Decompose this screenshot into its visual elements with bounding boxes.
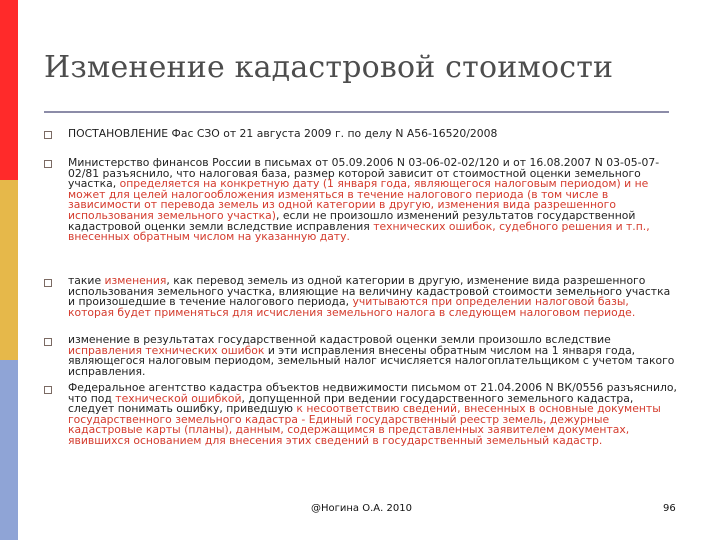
page-number: 96: [663, 503, 676, 514]
item-text: Министерство финансов России в письмах от 05.09.2006 N 03-06-02-02/120 и от 16.08.2007 N 03-05-07-02/81 разъяснило, что налоговая база, размер которой зависит от стоимостной оценки земельного участка,: [68, 156, 660, 191]
item-text-highlight: исправления технических ошибок: [68, 343, 265, 357]
list-item: [68, 383, 678, 447]
item-text: ПОСТАНОВЛЕНИЕ Фас СЗО от 21 августа 2009 г. по делу N А56-16520/2008: [68, 127, 498, 140]
item-text: , как перевод земель из одной категории в другую, изменение вида разрешенного использования земельного участка, влияющие на величину кадастровой стоимости земельного участка и произошедшие в течение налогового периода,: [68, 274, 671, 309]
item-text-highlight: к несоответствию сведений, внесенных в основные документы государственного земельного кадастра - Единый государственный реестр земель, дежурные кадастровые карты (планы), данным, содержащимся в представленных заявителем документах, явившихся основанием для внесения этих сведений в государственный земельный кадастр.: [68, 402, 661, 447]
item-text-highlight: определяется на конкретную дату (1 января года, являющегося налоговым периодом) и не может для целей налогообложения изменяться в течение налогового периода (в том числе в зависимости от перевода земель из одной категории в другую, изменения вида разрешенного использования земельного участка): [68, 177, 649, 222]
list-item: [68, 335, 678, 377]
item-text-highlight: изменения: [104, 274, 167, 287]
item-text: , если не произошло изменений результатов государственной кадастровой оценки земли вследствие исправления: [68, 208, 636, 233]
square-bullet-icon: [44, 160, 54, 170]
square-bullet-icon: [44, 131, 54, 141]
footer-author: @Ногина О.А. 2010: [311, 503, 412, 514]
item-text-highlight: учитываются при определении налоговой базы, которая будет применяться для исчисления земельного налога в следующем налоговом периоде.: [68, 295, 636, 319]
list-item: [68, 129, 678, 140]
title-divider: [44, 111, 669, 113]
item-text: и эти исправления внесены обратным числом на 1 января года, являющегося налоговым периодом, земельный налог исчисляется налогоплательщиком с учетом такого исправления.: [68, 343, 675, 378]
square-bullet-icon: [44, 279, 54, 289]
list-item: [68, 276, 678, 318]
decorative-sidebar: [0, 0, 18, 540]
square-bullet-icon: [44, 338, 54, 348]
sidebar-segment-blue: [0, 360, 18, 540]
list-item: [68, 158, 678, 243]
item-text-highlight: технической ошибкой: [115, 391, 242, 405]
square-bullet-icon: [44, 386, 54, 396]
item-text: , допущенной при ведении государственного земельного кадастра, следует понимать ошибку, приведшую: [68, 391, 634, 416]
item-text: изменение в результатах государственной кадастровой оценки земли произошло вследствие: [68, 333, 611, 346]
sidebar-segment-red: [0, 0, 18, 180]
item-text: Федеральное агентство кадастра объектов недвижимости письмом от 21.04.2006 N ВК/0556 разъяснило, что под: [68, 381, 677, 405]
item-text: такие: [68, 274, 105, 287]
page-title: Изменение кадастровой стоимости: [44, 50, 614, 85]
sidebar-segment-yellow: [0, 180, 18, 360]
item-text-highlight: технических ошибок, судебного решения и т.п., внесенных обратным числом на указанную дату.: [68, 219, 650, 244]
